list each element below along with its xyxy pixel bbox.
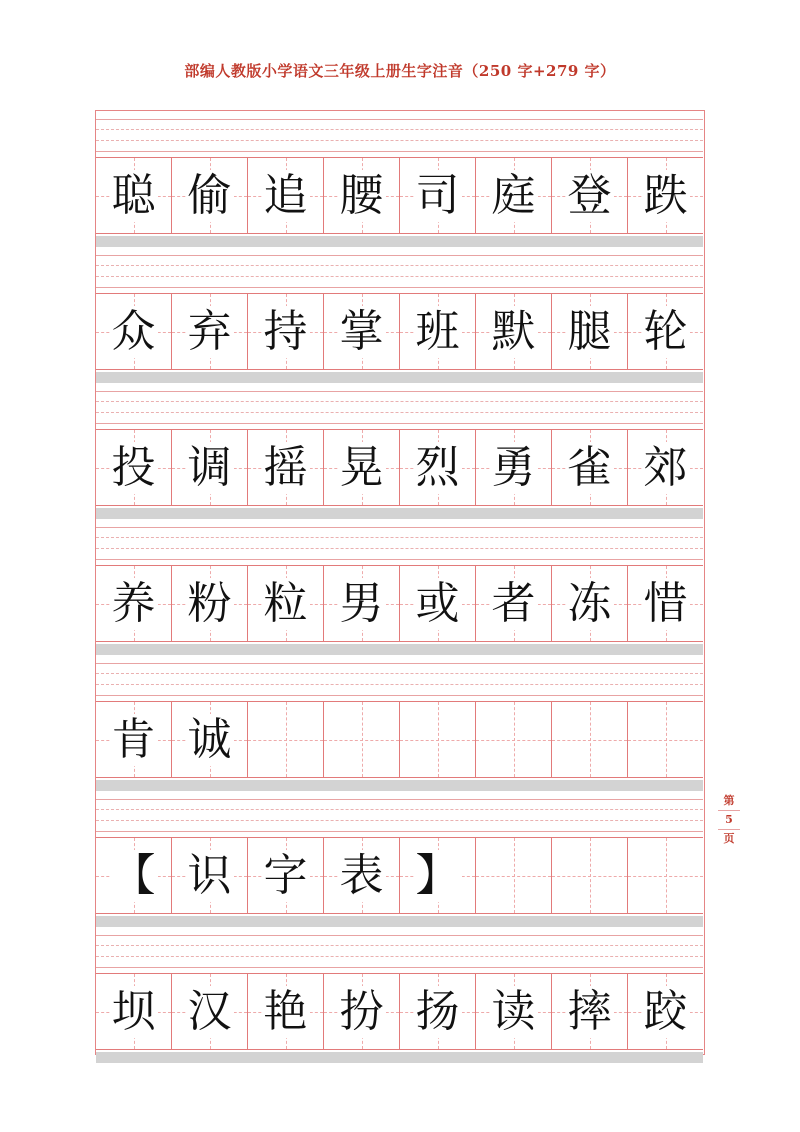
character-cell <box>552 158 628 233</box>
character: 冻 <box>567 577 612 629</box>
character: 众 <box>111 305 156 357</box>
character-cell <box>96 566 172 641</box>
character-cell <box>172 566 248 641</box>
pinyin-lines <box>96 519 703 565</box>
character-cell <box>400 838 476 913</box>
character: 勇 <box>491 441 536 493</box>
character: 持 <box>263 305 308 357</box>
writing-grid <box>95 110 705 1055</box>
character-cell <box>400 430 476 505</box>
character-cell <box>400 294 476 369</box>
page-number: 5 <box>725 813 733 826</box>
character-cell <box>324 566 400 641</box>
character-cell <box>552 974 628 1049</box>
character-cell <box>476 566 552 641</box>
character-cell <box>476 838 552 913</box>
character-cell <box>628 702 703 777</box>
character: 养 <box>111 577 156 629</box>
character: 粉 <box>187 577 232 629</box>
character: 摔 <box>567 985 612 1037</box>
pinyin-lines <box>96 927 703 973</box>
character-cell <box>324 974 400 1049</box>
row-separator <box>96 508 703 519</box>
character-cell <box>96 974 172 1049</box>
character: 男 <box>339 577 384 629</box>
character-cell <box>628 838 703 913</box>
character: 默 <box>491 305 536 357</box>
character: 掌 <box>339 305 384 357</box>
character: 弃 <box>187 305 232 357</box>
character-cell <box>552 702 628 777</box>
page-label-top: 第 <box>723 794 735 807</box>
character: 雀 <box>567 441 612 493</box>
character-cells <box>96 701 703 778</box>
character: 汉 <box>187 985 232 1037</box>
character-cell <box>172 838 248 913</box>
character-cells <box>96 565 703 642</box>
character-cell <box>248 702 324 777</box>
character: 者 <box>491 577 536 629</box>
character-cell <box>324 158 400 233</box>
row-separator <box>96 916 703 927</box>
grid-row <box>96 519 703 655</box>
character-cell <box>552 294 628 369</box>
pinyin-lines <box>96 791 703 837</box>
character: 调 <box>187 441 232 493</box>
character-cells <box>96 157 703 234</box>
character: 班 <box>415 305 460 357</box>
character-cell <box>172 702 248 777</box>
character-cell <box>96 838 172 913</box>
character: 庭 <box>491 169 536 221</box>
character-cell <box>476 974 552 1049</box>
character-cell <box>172 158 248 233</box>
character-cell <box>552 566 628 641</box>
pinyin-lines <box>96 111 703 157</box>
character-cell <box>172 974 248 1049</box>
row-separator <box>96 780 703 791</box>
page-title: 部编人教版小学语文三年级上册生字注音（250 字+279 字） <box>184 62 616 80</box>
character-cell <box>476 702 552 777</box>
character: 郊 <box>643 441 688 493</box>
character: 偷 <box>187 169 232 221</box>
page-label-bottom: 页 <box>723 832 735 845</box>
character-cell <box>400 158 476 233</box>
page-number-marker <box>718 793 740 847</box>
character-cell <box>96 294 172 369</box>
character: 跤 <box>643 985 688 1037</box>
character: 肯 <box>111 713 156 765</box>
character: 读 <box>491 985 536 1037</box>
row-separator <box>96 1052 703 1063</box>
character: 字 <box>263 849 308 901</box>
character-cell <box>96 702 172 777</box>
character-cell <box>96 430 172 505</box>
character-cell <box>628 294 703 369</box>
character-cell <box>400 974 476 1049</box>
grid-row <box>96 383 703 519</box>
character-cell <box>324 838 400 913</box>
character: 腰 <box>339 169 384 221</box>
character: 【 <box>111 849 156 901</box>
character: 轮 <box>643 305 688 357</box>
character: 登 <box>567 169 612 221</box>
character-cell <box>628 974 703 1049</box>
character-cell <box>400 702 476 777</box>
character-cells <box>96 973 703 1050</box>
character: 晃 <box>339 441 384 493</box>
character-cell <box>172 294 248 369</box>
row-separator <box>96 236 703 247</box>
character: 腿 <box>567 305 612 357</box>
character-cell <box>324 430 400 505</box>
character-cell <box>96 158 172 233</box>
character: 聪 <box>111 169 156 221</box>
character-cells <box>96 293 703 370</box>
character-cell <box>324 294 400 369</box>
character: 投 <box>111 441 156 493</box>
character-cell <box>248 838 324 913</box>
grid-row <box>96 111 703 247</box>
character: 艳 <box>263 985 308 1037</box>
row-separator <box>96 372 703 383</box>
grid-row <box>96 791 703 927</box>
character-cell <box>248 974 324 1049</box>
character: 扬 <box>415 985 460 1037</box>
character: 坝 <box>111 985 156 1037</box>
character: 跌 <box>643 169 688 221</box>
character-cell <box>628 158 703 233</box>
character: 识 <box>187 849 232 901</box>
character: 烈 <box>415 441 460 493</box>
character-cell <box>172 430 248 505</box>
character: 粒 <box>263 577 308 629</box>
character-cell <box>476 158 552 233</box>
grid-row <box>96 655 703 791</box>
character-cell <box>628 566 703 641</box>
pinyin-lines <box>96 247 703 293</box>
character-cell <box>400 566 476 641</box>
character-cell <box>476 430 552 505</box>
character-cell <box>552 430 628 505</box>
grid-row <box>96 247 703 383</box>
character: 司 <box>415 169 460 221</box>
character-cell <box>248 430 324 505</box>
character-cell <box>248 158 324 233</box>
character: 】 <box>415 849 460 901</box>
character-cell <box>324 702 400 777</box>
character-cells <box>96 837 703 914</box>
character: 诚 <box>187 713 232 765</box>
character-cell <box>476 294 552 369</box>
character-cell <box>248 294 324 369</box>
row-separator <box>96 644 703 655</box>
character-cell <box>248 566 324 641</box>
character: 表 <box>339 849 384 901</box>
pinyin-lines <box>96 383 703 429</box>
character-cell <box>628 430 703 505</box>
pinyin-lines <box>96 655 703 701</box>
character: 惜 <box>643 577 688 629</box>
character: 或 <box>415 577 460 629</box>
character: 摇 <box>263 441 308 493</box>
character-cell <box>552 838 628 913</box>
character: 追 <box>263 169 308 221</box>
character: 扮 <box>339 985 384 1037</box>
character-cells <box>96 429 703 506</box>
grid-row <box>96 927 703 1063</box>
